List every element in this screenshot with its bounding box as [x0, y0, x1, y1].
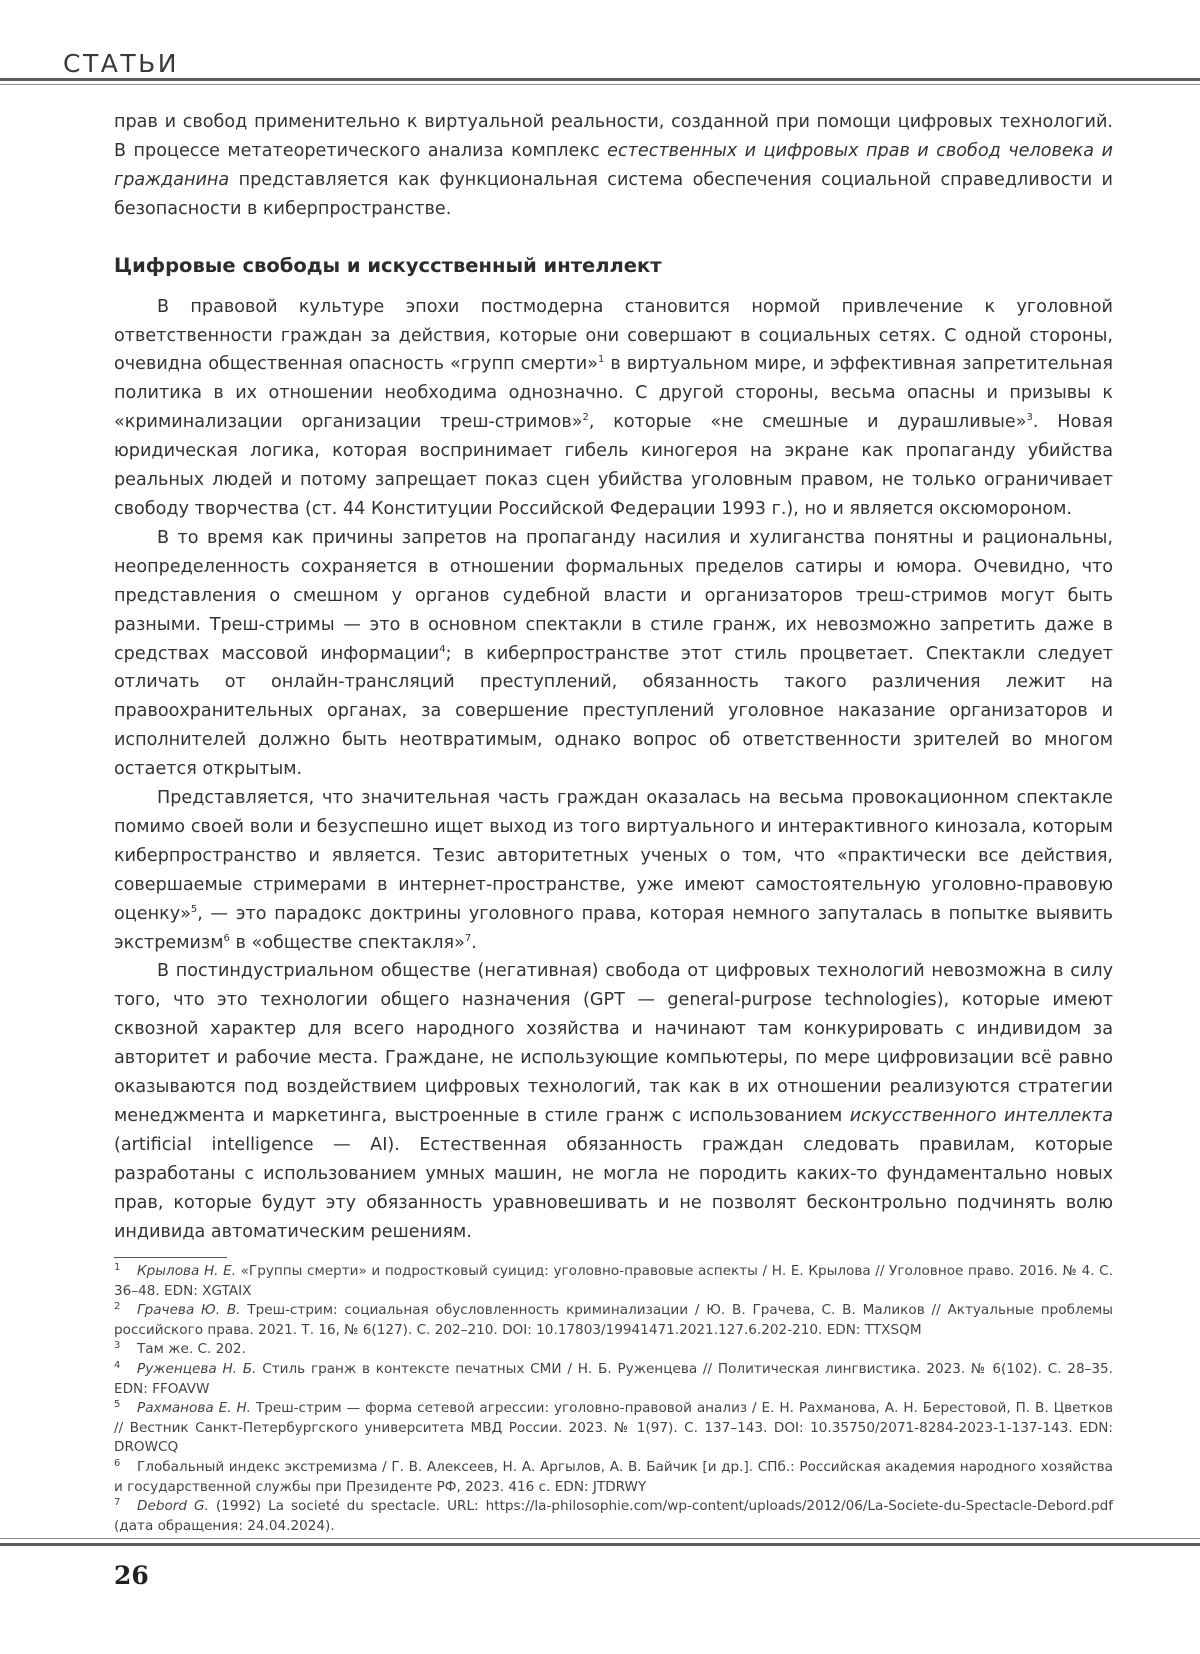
text-run: . Новая юридическая логика, которая воспринимает гибель киногероя на экране как пропаганду убийства реальных людей и потому запрещает показ сцен убийства уголовным правом, не только ограничивает свободу творчества (ст. 44 Конституции Российской Федерации 1993 г.), но и является оксюмороном.	[114, 412, 1113, 519]
footnote-1: 1 Крылова Н. Е. «Группы смерти» и подростковый суицид: уголовно-правовые аспекты / Н. Е. Крылова // Уголовное право. 2016. № 4. С. 36–48. EDN: XGTAIX	[114, 1262, 1113, 1299]
body-paragraph-4	[114, 957, 1113, 1246]
footnote-4: 4 Руженцева Н. Б. Стиль гранж в контексте печатных СМИ / Н. Б. Руженцева // Политическая лингвистика. 2023. № 6(102). С. 28–35. EDN: FFOAVW	[114, 1359, 1114, 1397]
footnote-3: 3 Там же. С. 202.	[114, 1340, 246, 1358]
text-run: Представляется, что значительная часть граждан оказалась на весьма провокационном спектакле помимо своей воли и безуспешно ищет выход из того виртуального и интерактивного кинозала, которым киберпространство и является. Тезис авторитетных ученых о том, что «практически все действия, совершаемые стримерами в интернет-пространстве, уже имеют самостоятельную уголовно-правовую оценку»	[114, 788, 1113, 924]
text-run: Треш-стрим: социальная обусловленность криминализации / Ю. В. Грачева, С. В. Маликов // Актуальные проблемы российского права. 2021. Т. 16, № 6(127). С. 202–210. DOI: 10.17803/19941471.2021.127.6.202-210. EDN: TTXSQM	[114, 1302, 1113, 1338]
footnote-7: 7 Debord G. (1992) La societé du spectacle. URL: https://la-philosophie.com/wp-content/uploads/2012/06/La-Societe-du-Spectacle-Debord.pdf (дата обращения: 24.04.2024).	[114, 1497, 1113, 1534]
footnote-ref: 4	[439, 643, 446, 655]
text-run: В постиндустриальном обществе (негативная) свобода от цифровых технологий невозможна в силу того, что это технологии общего назначения (GPT — general-purpose technologies), которые имеют сквозной характер для всего народного хозяйства и начинают там конкурировать с индивидом за авторитет и рабочие места. Граждане, не использующие компьютеры, по мере цифровизации всё равно оказываются под воздействием цифровых технологий, так как в их отношении реализуются стратегии менеджмента и маркетинга, выстроенные в стиле гранж с использованием	[114, 961, 1113, 1126]
footnote-text	[114, 1400, 1113, 1455]
text-run: Треш-стрим — форма сетевой агрессии: уголовно-правовой анализ / Е. Н. Рахманова, А. Н. Берестовой, П. В. Цветков // Вестник Санкт-Петербургского университета МВД России. 2023. № 1(97). С. 137–143. DOI: 10.35750/2071-8284-2023-1-137-143. EDN: DROWCQ	[114, 1400, 1113, 1456]
text-run: «Группы смерти» и подростковый суицид: уголовно-правовые аспекты / Н. Е. Крылова // Уголовное право. 2016. № 4. С. 36–48. EDN: XGTAIX	[114, 1263, 1113, 1299]
footnote-text	[114, 1302, 1113, 1338]
footnote-text	[114, 1263, 1113, 1299]
footnote-text	[114, 1361, 1113, 1397]
footnote-ref: 1	[597, 354, 605, 366]
footer-rule-thin	[0, 1538, 1200, 1539]
text-run: Глобальный индекс экстремизма / Г. В. Алексеев, Н. А. Аргылов, А. В. Байчик [и др.]. СПб.: Российская академия народного хозяйства и государственной службы при Президенте РФ, 2023. 416 с. EDN: JTDRWY	[114, 1458, 1113, 1495]
text-run: прав и свобод применительно к виртуальной реальности, созданной при помощи цифровых технологий. В процессе метатеоретического анализа комплекс	[114, 112, 1113, 161]
footnote-separator	[114, 1257, 227, 1258]
footnote-ref: 2	[582, 412, 589, 424]
body-paragraph-1	[114, 293, 1113, 524]
text-run: В то время как причины запретов на пропаганду насилия и хулиганства понятны и рациональны, неопределенность сохраняется в отношении формальных пределов сатиры и юмора. Очевидно, что представления о смешном у органов судебной власти и организаторов треш-стримов могут быть разными. Треш-стримы — это в основном спектакли в стиле гранж, их невозможно запретить даже в средствах массовой информации	[114, 527, 1113, 664]
text-run: представляется как функциональная система обеспечения социальной справедливости и безопасности в киберпространстве.	[114, 169, 1113, 219]
text-run: в «обществе спектакля»	[229, 932, 465, 953]
footnotes-block	[114, 1257, 1113, 1536]
text-run: Стиль гранж в контексте печатных СМИ / Н. Б. Руженцева // Политическая лингвистика. 2023. № 6(102). С. 28–35. EDN: FFOAVW	[114, 1360, 1114, 1397]
text-run: (1992) La societé du spectacle. URL: https://la-philosophie.com/wp-content/uploads/2012/06/La-Societe-du-Spectacle-Debord.pdf (дата обращения: 24.04.2024).	[114, 1498, 1113, 1534]
footnote-text	[114, 1459, 1113, 1495]
text-run: в виртуальном мире, и эффективная запретительная политика в их отношении необходима однозначно. С другой стороны, весьма опасны и призывы к «криминализации организации треш-стримов»	[114, 354, 1113, 433]
footnote-ref: 5	[190, 903, 198, 915]
italic-run: Грачева Ю. В.	[137, 1302, 241, 1319]
text-run: , которые «не смешные и дурашливые»	[588, 412, 1027, 433]
footnote-6: 6 Глобальный индекс экстремизма / Г. В. Алексеев, Н. А. Аргылов, А. В. Байчик [и др.]. СПб.: Российская академия народного хозяйства и государственной службы при Президенте РФ, 2023. 416 с. EDN: JTDRWY	[114, 1457, 1113, 1495]
intro-paragraph	[114, 108, 1113, 224]
italic-run: естественных и цифровых прав и свобод человека и гражданина	[114, 140, 1113, 190]
text-run: .	[471, 932, 477, 953]
text-run: В правовой культуре эпохи постмодерна становится нормой привлечение к уголовной ответственности граждан за действия, которые они совершают в социальных сетях. С одной стороны, очевидна общественная опасность «групп смерти»	[114, 296, 1113, 375]
footnote-ref: 7	[464, 932, 472, 944]
header-rule-thin	[0, 84, 1200, 85]
footnote-ref: 3	[1026, 412, 1033, 424]
body-paragraph-3	[114, 784, 1113, 957]
footnote-2: 2 Грачева Ю. В. Треш-стрим: социальная обусловленность криминализации / Ю. В. Грачева, С. В. Маликов // Актуальные проблемы российского права. 2021. Т. 16, № 6(127). С. 202–210. DOI: 10.17803/19941471.2021.127.6.202-210. EDN: TTXSQM	[114, 1301, 1113, 1338]
italic-run: Рахманова Е. Н.	[137, 1400, 251, 1417]
italic-run: Руженцева Н. Б.	[137, 1360, 257, 1377]
footer-rule-thick	[0, 1543, 1200, 1546]
footnote-text	[114, 1498, 1113, 1534]
footnote-5: 5 Рахманова Е. Н. Треш-стрим — форма сетевой агрессии: уголовно-правовой анализ / Е. Н. Рахманова, А. Н. Берестовой, П. В. Цветков // Вестник Санкт-Петербургского университета МВД России. 2023. № 1(97). С. 137–143. DOI: 10.35750/2071-8284-2023-1-137-143. EDN: DROWCQ	[114, 1399, 1113, 1456]
text-run: (artificial intelligence — AI). Естественная обязанность граждан следовать правилам, которые разработаны с использованием умных машин, не могла не породить каких-то фундаментально новых прав, которые будут эту обязанность уравновешивать и не позволят бесконтрольно подчинять волю индивида автоматическим решениям.	[114, 1134, 1113, 1242]
article-body	[114, 108, 1113, 1247]
header-rule-thick	[0, 78, 1200, 81]
italic-run: Debord G.	[137, 1498, 209, 1515]
italic-run: искусственного интеллекта	[849, 1106, 1113, 1126]
body-paragraph-2	[114, 524, 1113, 784]
text-run: ; в киберпространстве этот стиль процветает. Спектакли следует отличать от онлайн-трансляций преступлений, обязанность такого различения лежит на правоохранительных органах, за совершение преступлений уголовное наказание организаторов и исполнителей должно быть неотвратимым, однако вопрос об ответственности зрителей во многом остается открытым.	[114, 643, 1113, 780]
running-head-section-label: СТАТЬИ	[63, 49, 179, 78]
page-number: 26	[114, 1561, 149, 1590]
section-heading: Цифровые свободы и искусственный интеллект	[114, 253, 662, 277]
footnote-text	[137, 1341, 246, 1357]
text-run: Там же. С. 202.	[137, 1341, 246, 1358]
footnote-ref: 6	[223, 932, 230, 944]
text-run: , — это парадокс доктрины уголовного права, которая немного запуталась в попытке выявить экстремизм	[114, 903, 1113, 953]
italic-run: Крылова Н. Е.	[137, 1263, 237, 1279]
